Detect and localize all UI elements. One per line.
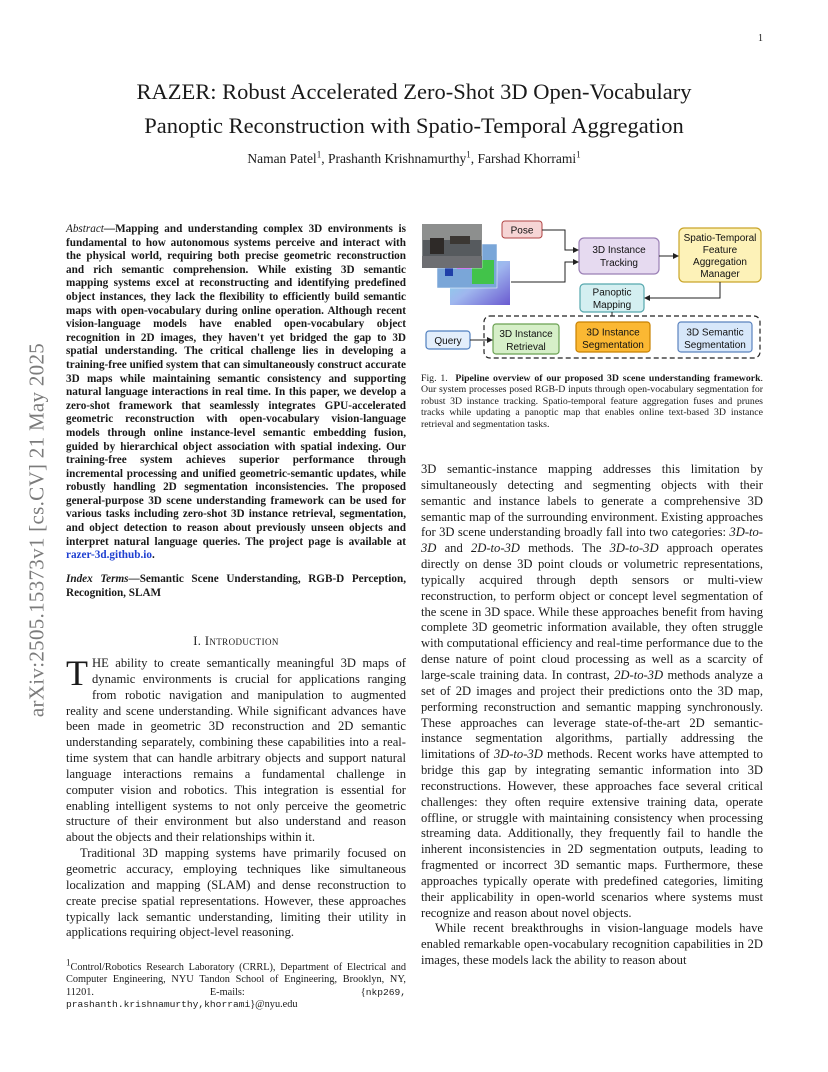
- abstract-label: Abstract: [66, 223, 104, 235]
- emphasis: 3D-to-3D: [609, 541, 659, 556]
- arrow-pose-to-tracking: [542, 230, 578, 250]
- project-link[interactable]: razer-3d.github.io: [66, 549, 152, 562]
- author-list: [86, 151, 742, 167]
- caption-text: . Our system processes posed RGB-D inputs through open-vocabulary segmentation for robust 3D instance tracking. Spatio-temporal feature aggregation fuses and prunes tracks while updating a panoptic map that enables online text-based 3D instance retrieval and segmentation tasks.: [421, 373, 763, 430]
- footnote-text: Control/Robotics Research Laboratory (CRRL), Department of Electrical and Computer Engineering, NYU Tandon School of Engineering, Brooklyn, NY, 11201. E-mails: {: [66, 962, 406, 998]
- arxiv-stamp: arXiv:2505.15373v1 [cs.CV] 21 May 2025: [24, 342, 49, 718]
- affiliation-mark: 1: [316, 149, 322, 160]
- section-heading: I. Introduction: [193, 634, 279, 648]
- text-run: 3D semantic-instance mapping addresses this limitation by simultaneously detecting and segmenting objects with their semantic and instance labels to generate a comprehensive 3D semantic map of the surrounding environment. Existing approaches for 3D scene understanding broadly fall into two categories:: [421, 462, 763, 540]
- intro-paragraph-2: Traditional 3D mapping systems have primarily focused on geometric accuracy, employing techniques like simultaneous localization and mapping (SLAM) and dense reconstruction to create precise spatial representations. However, these approaches typically lack semantic understanding, limiting their utility in applications requiring object-level reasoning.: [66, 846, 406, 940]
- footnote-end: }@nyu.edu: [250, 998, 298, 1010]
- text-run: and: [436, 541, 471, 556]
- page-number: 1: [758, 33, 763, 44]
- semantic-seg-label-2: Segmentation: [684, 340, 746, 351]
- aggregation-label-1: Spatio-Temporal: [683, 233, 757, 244]
- intro-text-1: ability to create semantically meaningful 3D maps of dynamic environments is crucial for applications ranging from robotic navigation and manipulation to augmented reality and scene understanding. While significant advances have been made in geometric 3D reconstruction and 2D semantic understanding separately, combining these capabilities into a real-time system that can handle arbitrary objects and support natural language interactions remains a fundamental challenge in computer vision and robotics. This integration is essential for enabling intelligent systems to not only perceive the geometric structure of their environment but also understand and reason about the objects and their relationships within it.: [66, 656, 406, 845]
- footnote-emails: nkp269, prashanth.krishnamurthy,khorrami: [66, 986, 406, 1010]
- arrow-input-to-tracking: [511, 262, 578, 282]
- text-run: methods. Recent works have attempted to bridge this gap by integrating semantic information into 3D reconstructions. However, these approaches face several critical challenges: they often require extensive training data, operate offline, or struggle with maintaining consistency when processing streaming data. Additionally, they frequently fail to handle the inherent inconsistencies in 2D segmentation outputs, leading to fragmented or incorrect 3D semantic maps. Furthermore, these approaches typically operate with predefined categories, limiting their applicability in open-world scenarios where systems must recognize and reason about novel objects.: [421, 747, 763, 920]
- caption-bold: Pipeline overview of our proposed 3D scene understanding framework: [455, 373, 761, 384]
- title-line-1: RAZER: Robust Accelerated Zero-Shot 3D Open-Vocabulary: [136, 79, 692, 104]
- index-terms-text: —Semantic Scene Understanding, RGB-D Perception, Recognition, SLAM: [66, 573, 406, 599]
- aggregation-label-3: Aggregation: [693, 257, 747, 268]
- affiliation-mark: 1: [466, 149, 471, 160]
- abstract-text: —Mapping and understanding complex 3D environments is fundamental to how autonomous systems perceive and interact with the physical world, requiring both precise geometric reconstruction and rich semantic comprehension. While existing 3D semantic mapping systems excel at reconstructing and identifying predefined object instances, they lack the flexibility to efficiently build semantic maps with open-vocabulary during online operation. Although recent vision-language models have enabled open-vocabulary object recognition in 2D images, they haven't yet bridged the gap to 3D spatial understanding. The critical challenge lies in developing a training-free unified system that can simultaneously construct accurate 3D maps while maintaining semantic consistency and supporting natural language interactions in real time. In this paper, we develop a zero-shot framework that seamlessly integrates GPU-accelerated geometric reconstruction with open-vocabulary vision-language models through online instance-level semantic embedding fusion, guided by hierarchical object association with spatial indexing. Our training-free system achieves superior performance through incremental processing and unified geometric-semantic updates, while robustly handling 2D segmentation inconsistencies. The proposed general-purpose 3D scene understanding framework can be used for various tasks including zero-shot 3D instance retrieval, segmentation, and object detection to reason about previously unseen objects and interpret natural language queries. The project page is available at: [66, 223, 406, 548]
- intro-caps: HE: [92, 656, 109, 670]
- retrieval-label-1: 3D Instance: [499, 329, 553, 340]
- input-image-stack: [422, 224, 510, 305]
- text-run: methods. The: [519, 541, 610, 556]
- instance-seg-label-1: 3D Instance: [586, 327, 640, 339]
- affiliation-mark: 1: [576, 149, 581, 160]
- aggregation-label-2: Feature: [702, 245, 738, 256]
- right-column-body: [421, 462, 763, 969]
- paper-title: [86, 75, 742, 143]
- index-terms-label: Index Terms: [66, 573, 129, 585]
- title-line-2: Panoptic Reconstruction with Spatio-Temporal Aggregation: [144, 113, 684, 138]
- figure-caption: [421, 373, 763, 430]
- semantic-seg-label-1: 3D Semantic: [686, 327, 744, 339]
- drop-cap: T: [66, 653, 88, 693]
- author-separator: ,: [321, 151, 328, 166]
- query-label: Query: [434, 336, 462, 347]
- right-paragraph-2: While recent breakthroughs in vision-language models have enabled remarkable open-vocabulary recognition capabilities in 2D images, these models lack the ability to reason about: [421, 921, 763, 968]
- text-run: approach operates directly on dense 3D point clouds or volumetric representations, typically acquired through depth sensors or multi-view reconstruction, to perform object or concept level segmentation of the scene in 3D space. While these approaches benefit from having complete 3D geometric information available, they often struggle with computational efficiency and real-time performance due to the dense nature of point cloud processing as well as a scarcity of large-scale training data. In contrast,: [421, 541, 764, 682]
- tracking-label-2: Tracking: [600, 258, 638, 269]
- retrieval-label-2: Retrieval: [506, 342, 546, 353]
- footnote: [66, 957, 406, 1011]
- panoptic-label-1: Panoptic: [592, 287, 632, 299]
- instance-seg-label-2: Segmentation: [582, 340, 644, 351]
- introduction-body: [66, 653, 406, 941]
- emphasis: 2D-to-3D: [614, 667, 664, 682]
- author-1: Naman Patel: [247, 151, 317, 166]
- arrow-aggregation-to-panoptic: [645, 282, 720, 298]
- emphasis: 3D-to-3D: [421, 525, 763, 556]
- text-run: methods analyze a set of 2D images and project their predictions onto the 3D map, performing reconstruction and semantic mapping synchronously. These approaches can leverage state-of-the-art 2D semantic-instance segmentation algorithms, partially addressing the limitations of: [421, 667, 763, 762]
- abstract: [66, 223, 406, 563]
- index-terms: [66, 573, 406, 600]
- footnote-mark: 1: [66, 957, 71, 968]
- intro-paragraph-1: [66, 653, 406, 846]
- rgb-floor: [422, 256, 482, 268]
- pipeline-figure: [420, 216, 765, 362]
- author-3: Farshad Khorrami: [477, 151, 577, 166]
- author-2: Prashanth Krishnamurthy: [327, 151, 467, 166]
- abstract-end: .: [151, 549, 155, 562]
- rgb-chair: [430, 238, 444, 254]
- panoptic-label-2: Mapping: [592, 300, 632, 311]
- aggregation-label-4: Manager: [700, 269, 740, 280]
- author-separator: ,: [470, 151, 478, 166]
- tracking-label-1: 3D Instance: [592, 245, 646, 256]
- pose-label: Pose: [510, 225, 534, 237]
- caption-label: Fig. 1.: [421, 373, 448, 384]
- emphasis: 2D-to-3D: [470, 541, 520, 556]
- rgb-table: [450, 236, 470, 244]
- emphasis: 3D-to-3D: [493, 747, 543, 762]
- right-paragraph-1: [421, 462, 763, 921]
